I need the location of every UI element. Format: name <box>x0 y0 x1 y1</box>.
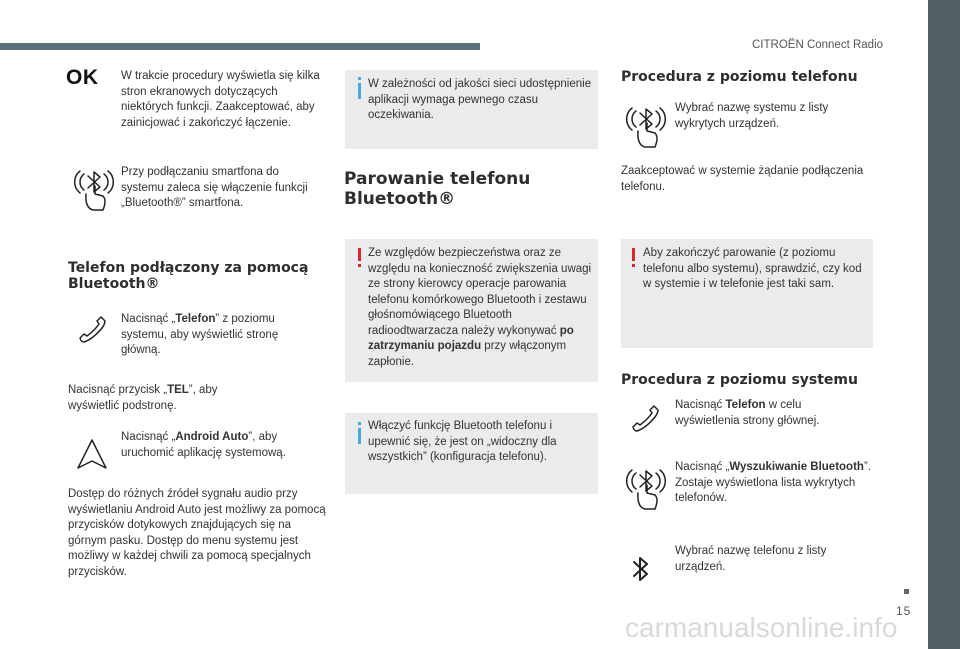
android-auto-text: Nacisnąć „Android Auto”, aby uruchomić aplikację systemową. <box>121 431 286 459</box>
header-rule <box>0 43 480 50</box>
info-text-network: W zależności od jakości sieci udostępnienie aplikacji wymaga pewnego czasu oczekiwania. <box>368 78 592 121</box>
android-auto-icon <box>74 436 110 477</box>
page-marker <box>904 589 909 594</box>
search-bluetooth-text: Nacisnąć „Wyszukiwanie Bluetooth”. Zostaje wyświetlona lista wykrytych telefonów. <box>675 461 871 504</box>
choose-phone-text: Wybrać nazwę telefonu z listy urządzeń. <box>675 545 827 573</box>
section-title-from-phone: Procedura z poziomu telefonu <box>621 69 858 85</box>
side-tab <box>928 0 960 649</box>
warning-dot <box>358 264 361 267</box>
tel-button-text: Nacisnąć przycisk „TEL”, aby wyświetlić podstronę. <box>68 384 218 412</box>
bluetooth-touch-icon-3 <box>625 465 667 516</box>
warning-dot-2 <box>632 264 635 267</box>
info-text-visibility: Włączyć funkcję Bluetooth telefonu i upewnić się, że jest on „widoczny dla wszystkich” (konfiguracja telefonu). <box>368 420 557 463</box>
android-auto-access-text: Dostęp do różnych źródeł sygnału audio przy wyświetlaniu Android Auto jest możliwy za pomocą przycisków dotykowych znajdujących się na górnym pasku. Dostęp do menu systemu jest możliwy w każdej chwili za pomocą specjalnych przycisków. <box>68 488 326 578</box>
section-title-from-system: Procedura z poziomu systemu <box>621 372 858 388</box>
bluetooth-touch-icon-2 <box>625 103 667 154</box>
phone-icon <box>75 312 107 349</box>
info-icon <box>358 77 361 80</box>
ok-icon: OK <box>66 66 99 89</box>
watermark: carmanualsonline.info <box>625 612 898 643</box>
page-number: 15 <box>896 604 912 618</box>
ok-text: W trakcie procedury wyświetla się kilka stron ekranowych dotyczących niektórych funkcji. Zaakceptować, aby zainicjować i zakończyć łączenie. <box>121 70 320 129</box>
choose-system-text: Wybrać nazwę systemu z listy wykrytych urządzeń. <box>675 102 829 130</box>
section-title-pairing: Parowanie telefonu Bluetooth® <box>344 169 531 209</box>
phone-icon-2 <box>628 401 660 438</box>
warning-icon-2 <box>632 248 635 261</box>
bluetooth-icon <box>630 553 652 590</box>
warning-text-code: Aby zakończyć parowanie (z poziomu telefonu albo systemu), sprawdzić, czy kod w systemie i w telefonie jest taki sam. <box>643 247 862 290</box>
telefon-text: Nacisnąć Telefon w celu wyświetlenia strony głównej. <box>675 399 820 427</box>
info-bar <box>358 83 361 99</box>
info-bar-2 <box>358 428 361 444</box>
header-title: CITROËN Connect Radio <box>752 39 884 51</box>
phone-text: Nacisnąć „Telefon” z poziomu systemu, aby wyświetlić stronę główną. <box>121 313 279 356</box>
bt-smartphone-text: Przy podłączaniu smartfona do systemu zaleca się włączenie funkcji „Bluetooth®” smartfona. <box>121 166 308 209</box>
warning-icon <box>358 248 361 261</box>
warning-text-safety: Ze względów bezpieczeństwa oraz ze względu na konieczność zwiększenia uwagi ze strony kierowcy operacje parowania telefonu komórkowego Bluetooth i zestawu głośnomówiącego Bluetooth radioodtwarzacza należy wykonywać po zatrzymaniu pojazdu przy włączonym zapłonie. <box>368 247 592 368</box>
bluetooth-touch-icon <box>73 166 115 217</box>
accept-request-text: Zaakceptować w systemie żądanie podłączenia telefonu. <box>621 165 864 193</box>
info-icon-2 <box>358 422 361 425</box>
section-title-bluetooth-phone: Telefon podłączony za pomocą Bluetooth® <box>68 260 309 292</box>
